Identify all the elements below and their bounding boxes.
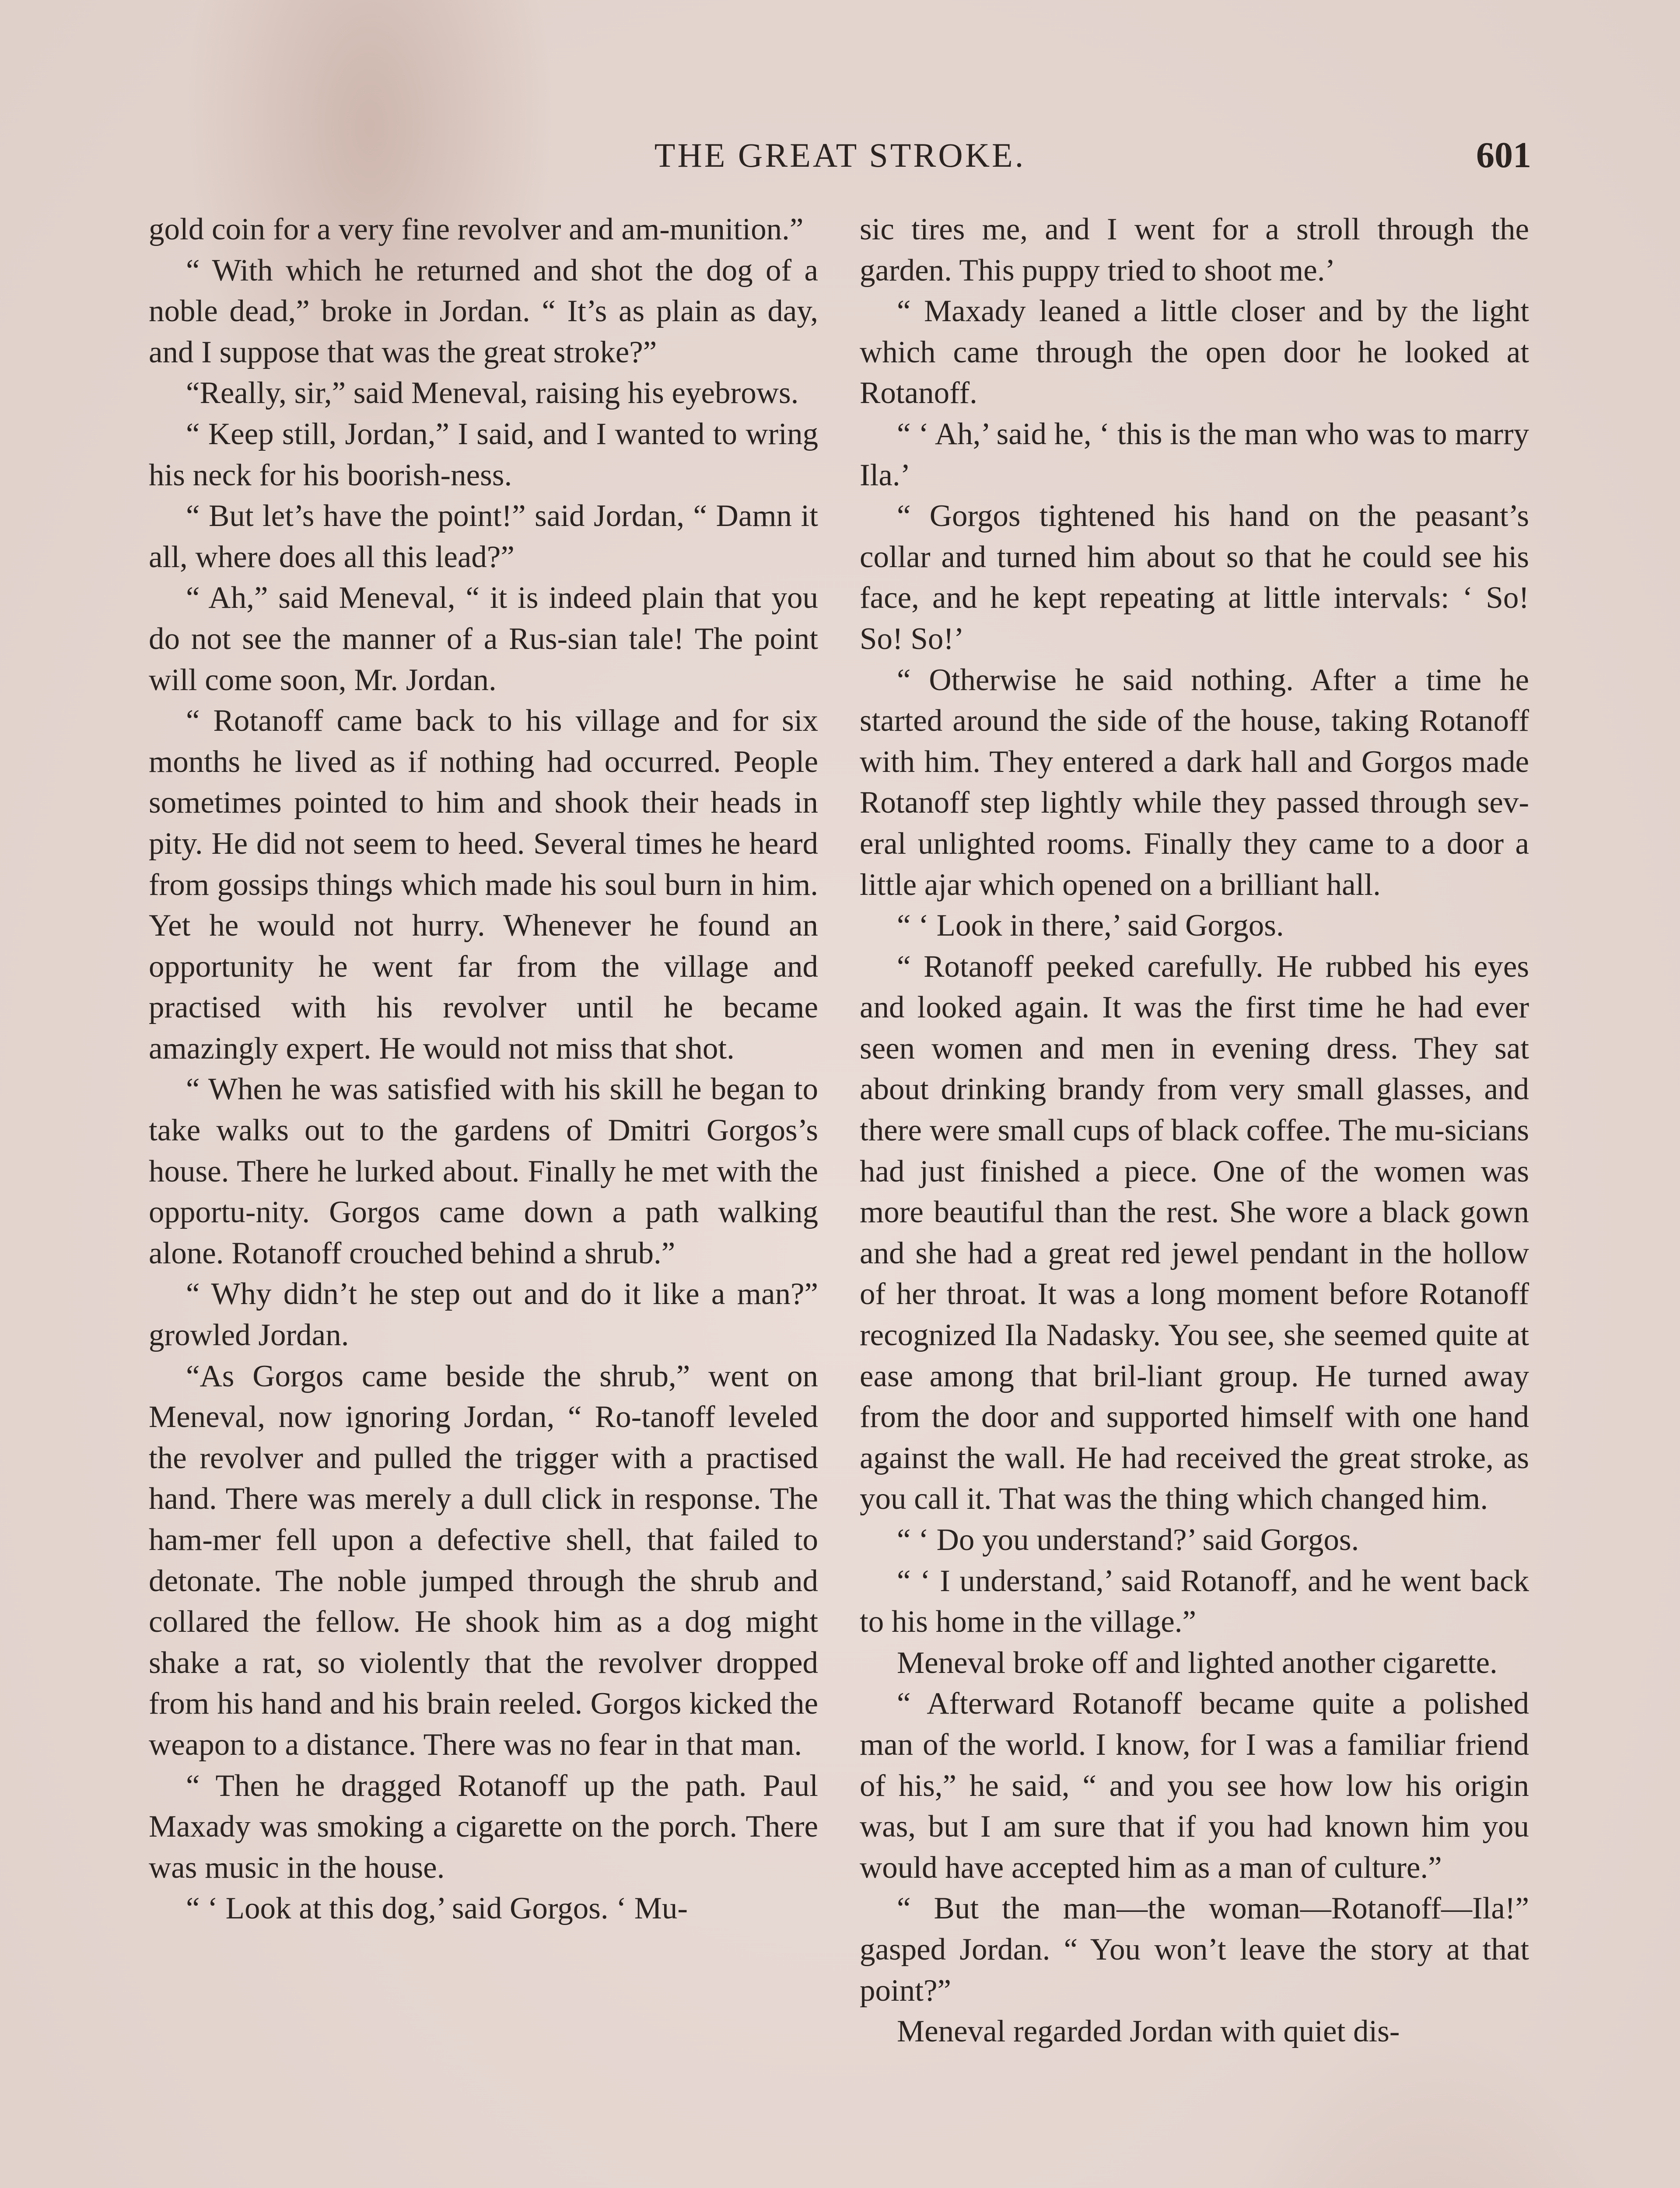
running-head: [149, 127, 1531, 184]
paragraph: “ ‘ Look in there,’ said Gorgos.: [897, 908, 1284, 943]
paragraph: “As Gorgos came beside the shrub,” went on Meneval, now ignoring Jordan, “ Ro-tanoff leveled the revolver and pulled the trigger with a practised hand. There was merely a dull click in response. The ham-mer fell upon a defective shell, that failed to detonate. The noble jumped through the shrub and collared the fellow. He shook him as a dog might shake a rat, so violently that the revolver dropped from his hand and his brain reeled. Gorgos kicked the weapon to a distance. There was no fear in that man.: [149, 1359, 818, 1762]
paragraph: “ When he was satisfied with his skill he began to take walks out to the gardens of Dmitri Gorgos’s house. There he lurked about. Finally he met with the opportu-nity. Gorgos came down a path walking alone. Rotanoff crouched behind a shrub.”: [149, 1072, 818, 1270]
paragraph: gold coin for a very fine revolver and am-munition.”: [149, 212, 804, 246]
paragraph: sic tires me, and I went for a stroll through the garden. This puppy tried to shoot me.’: [860, 212, 1529, 288]
paragraph: “ Otherwise he said nothing. After a time he started around the side of the house, taking Rotanoff with him. They entered a dark hall and Gorgos made Rotanoff step lightly while they passed through sev-eral unlighted rooms. Finally they came to a door a little ajar which opened on a brilliant hall.: [860, 663, 1529, 902]
paragraph: “Really, sir,” said Meneval, raising his eyebrows.: [186, 376, 799, 410]
left-text-column: [149, 209, 818, 1929]
paragraph: “ ‘ Ah,’ said he, ‘ this is the man who was to marry Ila.’: [860, 417, 1529, 492]
paragraph: “ With which he returned and shot the dog of a noble dead,” broke in Jordan. “ It’s as plain as day, and I suppose that was the great stroke?”: [149, 253, 818, 369]
paragraph: “ But let’s have the point!” said Jordan, “ Damn it all, where does all this lead?”: [149, 499, 818, 574]
page-number: 601: [1476, 135, 1531, 175]
paragraph: “ Keep still, Jordan,” I said, and I wanted to wring his neck for his boorish-ness.: [149, 417, 818, 492]
paragraph: Meneval regarded Jordan with quiet dis-: [897, 2014, 1400, 2049]
paragraph: “ But the man—the woman—Rotanoff—Ila!” gasped Jordan. “ You won’t leave the story at that point?”: [860, 1891, 1529, 2008]
paragraph: “ Rotanoff peeked carefully. He rubbed his eyes and looked again. It was the first time he had ever seen women and men in evening dress. They sat about drinking brandy from very small glasses, and there were small cups of black coffee. The mu-sicians had just finished a piece. One of the women was more beautiful than the rest. She wore a black gown and she had a great red jewel pendant in the hollow of her throat. It was a long moment before Rotanoff recognized Ila Nadasky. You see, she seemed quite at ease among that bril-liant group. He turned away from the door and supported himself with one hand against the wall. He had received the great stroke, as you call it. That was the thing which changed him.: [860, 949, 1529, 1516]
page-title: THE GREAT STROKE.: [654, 136, 1026, 174]
paragraph: “ Rotanoff came back to his village and for six months he lived as if nothing had occurred. People sometimes pointed to him and shook their heads in pity. He did not seem to heed. Several times he heard from gossips things which made his soul burn in him. Yet he would not hurry. Whenever he found an opportunity he went far from the village and practised with his revolver until he became amazingly expert. He would not miss that shot.: [149, 704, 818, 1066]
right-text-column: [860, 209, 1529, 2052]
paragraph: “ Ah,” said Meneval, “ it is indeed plain that you do not see the manner of a Rus-sian tale! The point will come soon, Mr. Jordan.: [149, 581, 818, 697]
paragraph: “ Gorgos tightened his hand on the peasant’s collar and turned him about so that he could see his face, and he kept repeating at little intervals: ‘ So! So! So!’: [860, 499, 1529, 656]
paragraph: “ ‘ Do you understand?’ said Gorgos.: [897, 1523, 1359, 1557]
paragraph: “ Maxady leaned a little closer and by the light which came through the open door he looked at Rotanoff.: [860, 294, 1529, 410]
paragraph: “ Afterward Rotanoff became quite a polished man of the world. I know, for I was a familiar friend of his,” he said, “ and you see how low his origin was, but I am sure that if you had known him you would have accepted him as a man of culture.”: [860, 1687, 1529, 1885]
paragraph: “ Why didn’t he step out and do it like a man?” growled Jordan.: [149, 1277, 818, 1353]
paragraph: Meneval broke off and lighted another cigarette.: [897, 1645, 1498, 1680]
paragraph: “ Then he dragged Rotanoff up the path. Paul Maxady was smoking a cigarette on the porch. There was music in the house.: [149, 1768, 818, 1885]
paragraph: “ ‘ I understand,’ said Rotanoff, and he went back to his home in the village.”: [860, 1564, 1529, 1639]
paragraph: “ ‘ Look at this dog,’ said Gorgos. ‘ Mu-: [186, 1891, 688, 1926]
